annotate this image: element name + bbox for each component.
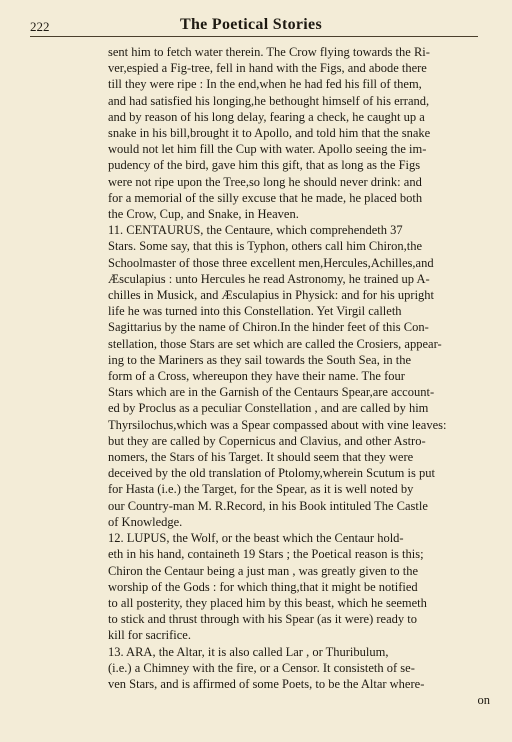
text-line: but they are called by Copernicus and Clavius, and other Astro-	[108, 433, 426, 448]
text-line: snake in his bill,brought it to Apollo, and told him that the snake	[108, 126, 431, 141]
text-line: 13. ARA, the Altar, it is also called Lar , or Thuribulum,	[108, 644, 389, 659]
body-text	[108, 44, 490, 708]
text-line: for Hasta (i.e.) the Target, for the Spear, as it is well noted by	[108, 482, 414, 497]
text-line: Æsculapius : unto Hercules he read Astronomy, he trained up A-	[108, 271, 430, 286]
text-line: to stick and thrust through with his Spear (as it were) ready to	[108, 612, 417, 627]
text-line: 11. CENTAURUS, the Centaure, which comprehendeth 37	[108, 223, 403, 238]
text-line: deceived by the old translation of Ptolomy,wherein Scutum is put	[108, 466, 435, 481]
page-number: 222	[30, 19, 50, 34]
text-line: Schoolmaster of those three excellent men,Hercules,Achilles,and	[108, 255, 434, 270]
catchword: on	[477, 693, 490, 708]
text-line: ven Stars, and is affirmed of some Poets, to be the Altar where-	[108, 676, 425, 691]
text-line: (i.e.) a Chimney with the fire, or a Censor. It consisteth of se-	[108, 660, 415, 675]
text-line: life he was turned into this Constellation. Yet Virgil calleth	[108, 304, 402, 319]
text-line: would not let him fill the Cup with water. Apollo seeing the im-	[108, 142, 427, 157]
text-line: pudency of the bird, gave him this gift, that as long as the Figs	[108, 158, 421, 173]
text-line: Thyrsilochus,which was a Spear compassed about with vine leaves:	[108, 417, 447, 432]
text-line: to all posterity, they placed him by this beast, which he seemeth	[108, 595, 427, 610]
text-line: the Crow, Cup, and Snake, in Heaven.	[108, 207, 299, 222]
text-line: of Knowledge.	[108, 514, 183, 529]
text-line: eth in his hand, containeth 19 Stars ; the Poetical reason is this;	[108, 547, 424, 562]
text-line: and by reason of his long delay, fearing a check, he caught up a	[108, 109, 425, 124]
text-line: chilles in Musick, and Æsculapius in Physick: and for his upright	[108, 288, 435, 303]
text-line: our Country-man M. R.Record, in his Book intituled The Castle	[108, 498, 428, 513]
text-line: worship of the Gods : for which thing,that it might be notified	[108, 579, 418, 594]
running-title: The Poetical Stories	[180, 16, 322, 33]
page-header	[30, 16, 478, 37]
text-line: 12. LUPUS, the Wolf, or the beast which the Centaur hold-	[108, 531, 404, 546]
text-line: sent him to fetch water therein. The Crow flying towards the Ri-	[108, 45, 430, 59]
text-line: ver,espied a Fig-tree, fell in hand with the Figs, and abode there	[108, 61, 427, 76]
text-line: till they were ripe : In the end,when he had fed his fill of them,	[108, 77, 422, 92]
text-line: ing to the Mariners as they sail towards the South Sea, in the	[108, 352, 412, 367]
text-line: stellation, those Stars are set which are called the Crosiers, appear-	[108, 336, 442, 351]
text-line: nomers, the Stars of his Target. It should seem that they were	[108, 450, 414, 465]
text-line: Stars which are in the Garnish of the Centaurs Spear,are account-	[108, 385, 435, 400]
text-line: Chiron the Centaur being a just man , was greatly given to the	[108, 563, 418, 578]
text-line: for a memorial of the silly excuse that he made, he placed both	[108, 190, 423, 205]
text-line: ed by Proclus as a peculiar Constellation , and are called by him	[108, 401, 429, 416]
text-line: Sagittarius by the name of Chiron.In the hinder feet of this Con-	[108, 320, 429, 335]
text-line: and had satisfied his longing,he bethought himself of his errand,	[108, 93, 430, 108]
text-line: Stars. Some say, that this is Typhon, others call him Chiron,the	[108, 239, 423, 254]
text-line: form of a Cross, whereupon they have their name. The four	[108, 369, 405, 384]
text-line: kill for sacrifice.	[108, 628, 191, 643]
text-line: were not ripe upon the Tree,so long he should never drink: and	[108, 174, 422, 189]
